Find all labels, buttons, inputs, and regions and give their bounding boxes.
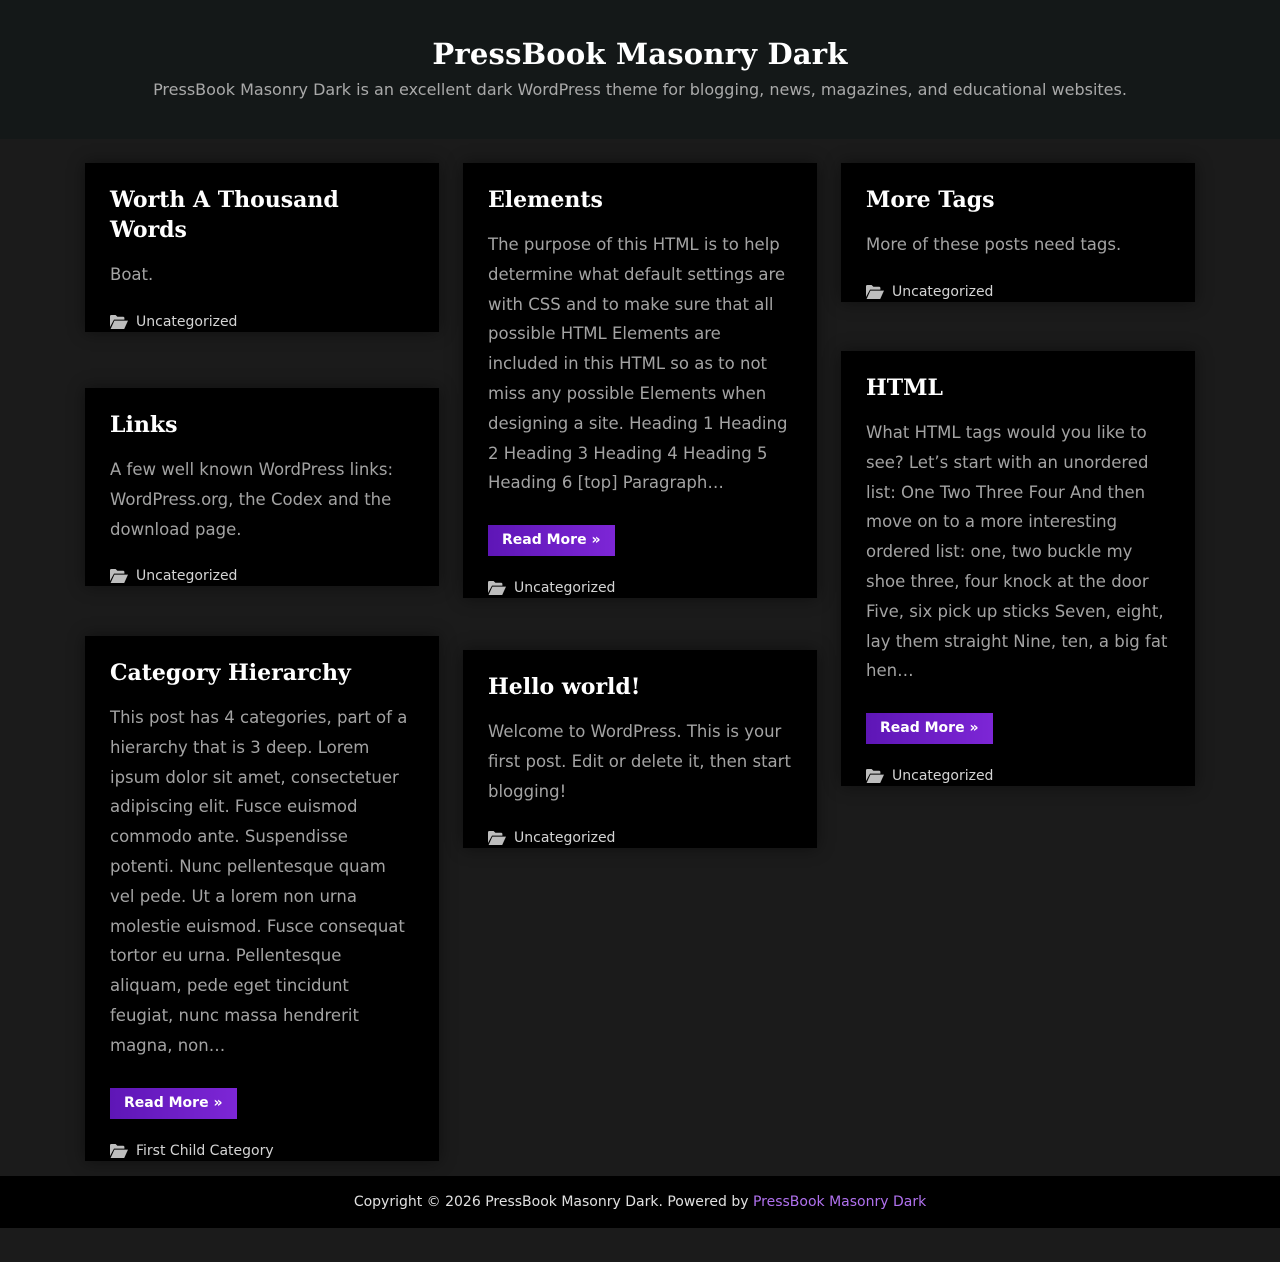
post-card-hello-world [463, 650, 817, 848]
post-card-category-hierarchy [85, 636, 439, 1161]
post-card-worth-a-thousand-words [85, 163, 439, 332]
folder-open-icon [866, 285, 884, 299]
post-title[interactable]: Worth A Thousand Words [110, 187, 339, 243]
post-excerpt: What HTML tags would you like to see? Let’s start with an unordered list: One Two Three Four And then move on to a more interesting ordered list: one, two buckle my shoe three, four knock at the door Five, six pick up sticks Seven, eight, lay them straight Nine, ten, a big fat hen… [866, 423, 1168, 681]
post-title[interactable]: Elements [488, 187, 603, 213]
post-category-link[interactable]: Uncategorized [136, 313, 238, 330]
post-title[interactable]: Links [110, 412, 178, 438]
post-excerpt: This post has 4 categories, part of a hierarchy that is 3 deep. Lorem ipsum dolor sit amet, consectetuer adipiscing elit. Fusce euismod commodo ante. Suspendisse potenti. Nunc pellentesque quam vel pede. Ut a lorem non urna molestie euismod. Fusce consequat tortor eu urna. Pellentesque aliquam, pede eget tincidunt feugiat, nunc massa hendrerit magna, non… [110, 708, 408, 1055]
post-grid [0, 139, 1280, 1176]
post-category-link[interactable]: Uncategorized [892, 768, 994, 785]
post-meta [866, 766, 1170, 786]
post-card-links [85, 388, 439, 586]
post-excerpt: The purpose of this HTML is to help determine what default settings are with CSS and to make sure that all possible HTML Elements are included in this HTML so as to not miss any possible Elements when designing a site. Heading 1 Heading 2 Heading 3 Heading 4 Heading 5 Heading 6 [top] Paragraph… [488, 235, 788, 493]
post-meta [866, 282, 1170, 302]
post-category-link[interactable]: First Child Category [136, 1142, 274, 1159]
post-category-link[interactable]: Uncategorized [514, 830, 616, 847]
read-more-button[interactable]: Read More » [866, 713, 993, 744]
post-title[interactable]: Category Hierarchy [110, 660, 351, 686]
site-footer [0, 1176, 1280, 1228]
post-excerpt: Boat. [110, 265, 154, 284]
folder-open-icon [110, 1144, 128, 1158]
post-meta [488, 578, 792, 598]
site-header [0, 0, 1280, 139]
post-excerpt: More of these posts need tags. [866, 235, 1122, 254]
post-excerpt: A few well known WordPress links: WordPress.org, the Codex and the download page. [110, 460, 394, 539]
folder-open-icon [866, 769, 884, 783]
folder-open-icon [488, 581, 506, 595]
post-card-html [841, 351, 1195, 786]
post-meta [488, 828, 792, 848]
post-title[interactable]: Hello world! [488, 674, 641, 700]
post-category-link[interactable]: Uncategorized [892, 283, 994, 300]
post-meta [110, 312, 414, 332]
footer-copyright: Copyright © 2026 PressBook Masonry Dark. Powered by [353, 1194, 753, 1210]
folder-open-icon [488, 831, 506, 845]
folder-open-icon [110, 315, 128, 329]
post-excerpt: Welcome to WordPress. This is your first post. Edit or delete it, then start blogging! [488, 722, 791, 801]
site-title[interactable]: PressBook Masonry Dark [432, 37, 848, 71]
post-category-link[interactable]: Uncategorized [514, 580, 616, 597]
folder-open-icon [110, 569, 128, 583]
read-more-button[interactable]: Read More » [110, 1088, 237, 1119]
post-meta [110, 566, 414, 586]
footer-theme-link[interactable]: PressBook Masonry Dark [752, 1194, 927, 1210]
post-card-elements [463, 163, 817, 598]
post-card-more-tags [841, 163, 1195, 302]
site-tagline: PressBook Masonry Dark is an excellent dark WordPress theme for blogging, news, magazines, and educational websites. [153, 80, 1127, 99]
post-title[interactable]: More Tags [866, 187, 995, 213]
read-more-button[interactable]: Read More » [488, 525, 615, 556]
post-title[interactable]: HTML [866, 375, 943, 401]
post-meta [110, 1141, 414, 1161]
post-category-link[interactable]: Uncategorized [136, 568, 238, 585]
